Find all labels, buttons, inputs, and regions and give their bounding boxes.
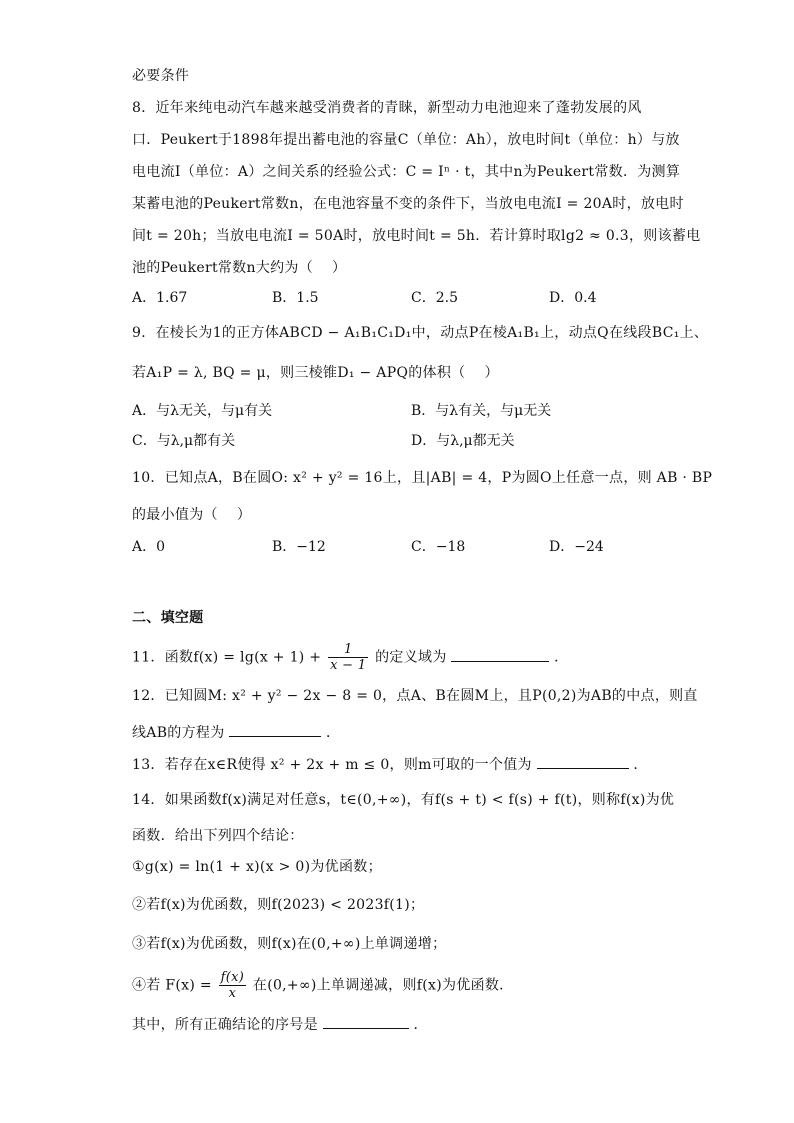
q14-4-text: ④若 F(x) = (132, 977, 212, 994)
text-line: 若A₁P = λ, BQ = μ，则三棱锥D₁ − APQ的体积（ ） (132, 365, 499, 381)
text-line: 间t = 20h；当放电电流I = 50A时，放电时间t = 5h．若计算时取lg2 ≈ 0.3，则该蓄电 (132, 228, 701, 244)
conclusion-3: ③若f(x)为优函数，则f(x)在(0,+∞)上单调递增； (132, 936, 447, 952)
question-14-line: 14．如果函数f(x)满足对任意s，t∈(0,+∞)，有f(s + t) < f(s) + f(t)，则称f(x)为优 (132, 792, 675, 808)
answer-blank[interactable] (323, 1014, 409, 1029)
q12-text: 线AB的方程为 (132, 725, 225, 741)
conclusion-4 (132, 970, 513, 1001)
conclusion-1: ①g(x) = ln(1 + x)(x > 0)为优函数； (132, 859, 382, 875)
conclusion-2: ②若f(x)为优函数，则f(2023) < 2023f(1)； (132, 897, 425, 913)
q14-4-fraction-numerator: f(x) (220, 970, 245, 985)
text-line: 电电流I（单位：A）之间关系的经验公式：C = Iⁿ · t，其中n为Peukert常数．为测算 (132, 164, 681, 180)
q10-option-c: C．−18 (411, 539, 466, 555)
text-line: 的最小值为（ ） (132, 507, 252, 523)
answer-blank[interactable] (537, 754, 629, 769)
section-title: 二、填空题 (132, 610, 204, 626)
q11-text-post: 的定义域为 (375, 649, 447, 666)
text-line (132, 1014, 428, 1035)
q14-text: 其中，所有正确结论的序号是 (132, 1017, 318, 1033)
period: ． (326, 725, 341, 741)
question-13-line (132, 754, 648, 775)
q8-option-b: B．1.5 (272, 290, 319, 306)
q9-option-c: C．与λ,μ都有关 (132, 433, 236, 449)
question-11-line (132, 642, 568, 673)
question-8-line: 8．近年来纯电动汽车越来越受消费者的青睐，新型动力电池迎来了蓬勃发展的风 (132, 100, 642, 116)
q14-4-fraction-denominator: x (228, 986, 237, 1001)
text-line: 必要条件 (132, 68, 190, 84)
text-line: 函数．给出下列四个结论： (132, 828, 304, 844)
q11-text: 11．函数f(x) = lg(x + 1) + (132, 649, 322, 666)
q13-text: 13．若存在x∈R使得 x² + 2x + m ≤ 0，则m可取的一个值为 (132, 757, 532, 773)
q11-fraction-numerator: 1 (328, 642, 368, 658)
text-line: 口．Peukert于1898年提出蓄电池的容量C（单位：Ah），放电时间t（单位：h）与放 (132, 132, 680, 148)
text-line: 池的Peukert常数n大约为（ ） (132, 260, 347, 276)
q9-option-d: D．与λ,μ都无关 (411, 433, 515, 449)
answer-blank[interactable] (451, 647, 549, 662)
period: ． (554, 649, 569, 666)
q8-option-a: A．1.67 (132, 290, 188, 306)
q10-option-d: D．−24 (549, 539, 604, 555)
q8-option-c: C．2.5 (411, 290, 458, 306)
period: ． (413, 1017, 428, 1033)
q14-4-fraction (219, 970, 247, 1001)
q14-4-text-post: 在(0,+∞)上单调递减，则f(x)为优函数． (252, 977, 514, 994)
q9-option-a: A．与λ无关，与μ有关 (132, 403, 273, 419)
q8-option-d: D．0.4 (549, 290, 597, 306)
q11-fraction-denominator: x − 1 (330, 658, 367, 673)
text-line: 某蓄电池的Peukert常数n，在电池容量不变的条件下，当放电电流I = 20A时，放电时 (132, 196, 684, 212)
question-12-line: 12．已知圆M: x² + y² − 2x − 8 = 0，点A、B在圆M上，且P(0,2)为AB的中点，则直 (132, 688, 698, 704)
text-line (132, 722, 340, 743)
question-9-line: 9．在棱长为1的正方体ABCD − A₁B₁C₁D₁中，动点P在棱A₁B₁上，动点Q在线段BC₁上、 (132, 325, 709, 341)
q10-option-a: A．0 (132, 539, 166, 555)
period: ． (633, 757, 648, 773)
q11-fraction (328, 642, 368, 673)
q10-option-b: B．−12 (272, 539, 326, 555)
answer-blank[interactable] (229, 722, 321, 737)
question-10-line: 10．已知点A，B在圆O: x² + y² = 16上，且|AB| = 4，P为圆O上任意一点，则 AB · BP (132, 470, 713, 486)
q9-option-b: B．与λ有关，与μ无关 (411, 403, 552, 419)
